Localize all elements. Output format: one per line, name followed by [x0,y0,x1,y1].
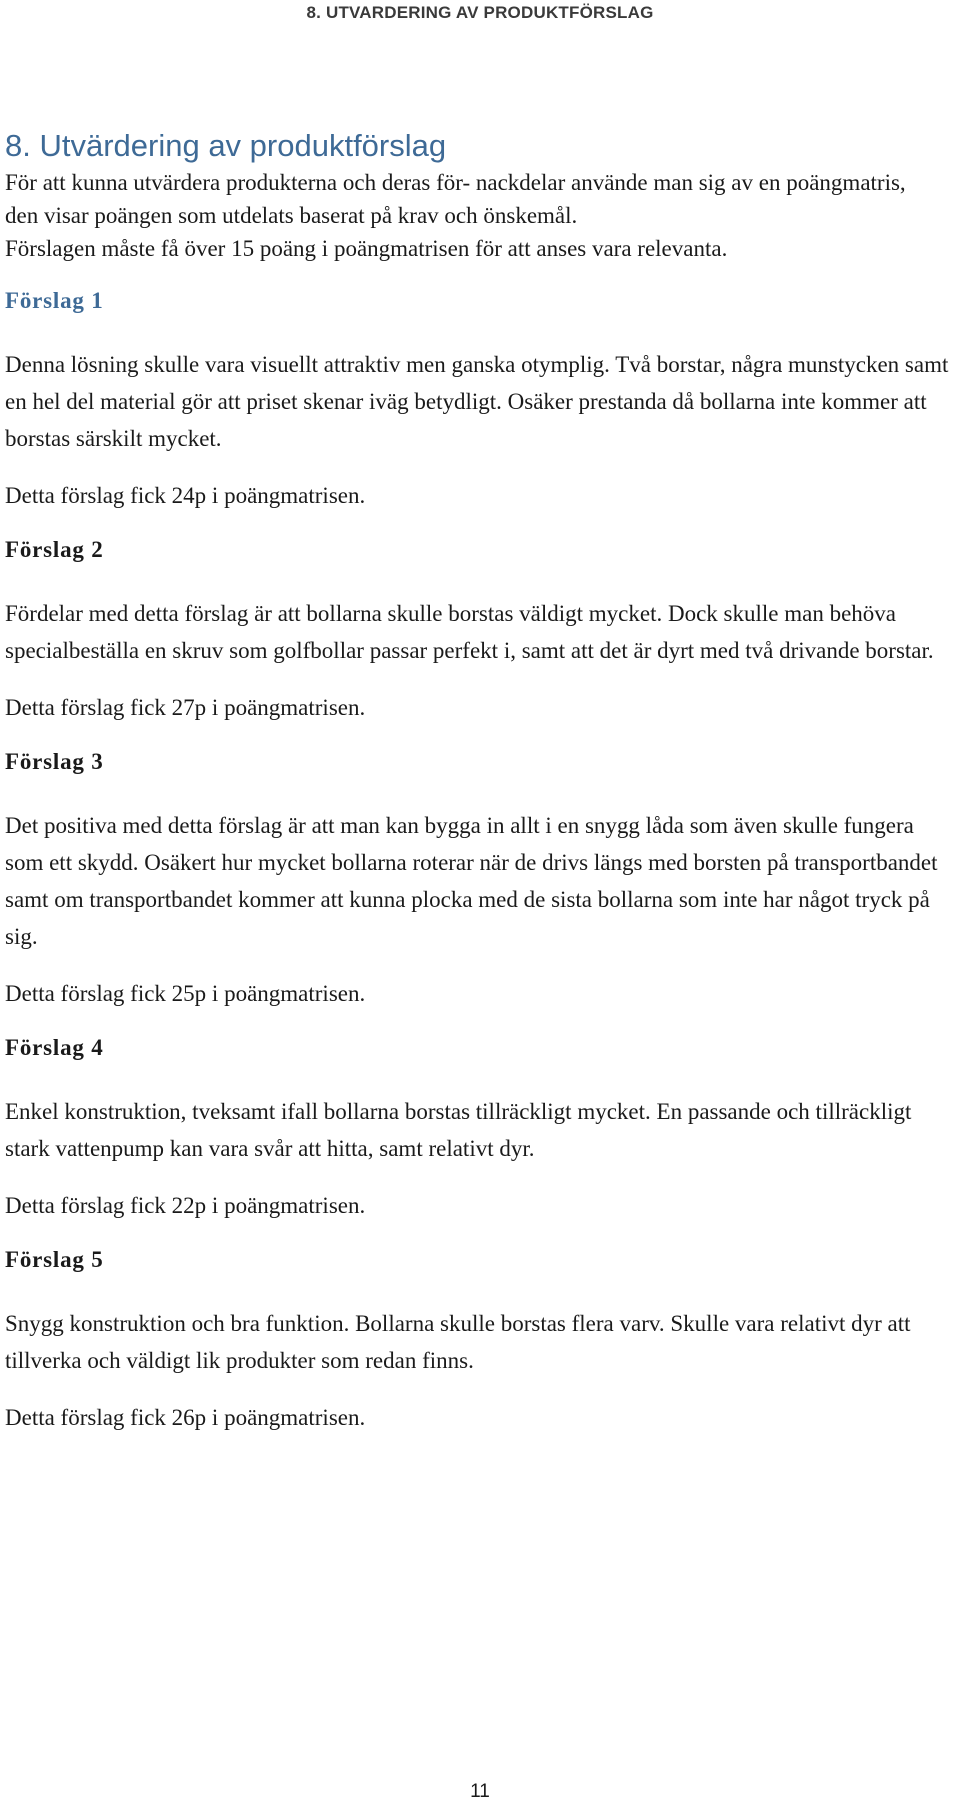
document-body [5,128,955,1436]
proposal-score: Detta förslag fick 24p i poängmatrisen. [5,483,366,508]
intro-line: För att kunna utvärdera produkterna och deras för- nackdelar använde man sig av en poängmatris, [5,170,906,195]
intro-line: den visar poängen som utdelats baserat på krav och önskemål. [5,203,578,228]
proposal-1 [5,284,955,514]
proposal-score: Detta förslag fick 26p i poängmatrisen. [5,1405,366,1430]
proposal-3 [5,745,955,1012]
page-title: 8. Utvärdering av produktförslag [5,128,447,163]
proposal-score: Detta förslag fick 25p i poängmatrisen. [5,981,366,1006]
running-header: 8. UTVARDERING AV PRODUKTFÖRSLAG [306,3,654,22]
proposal-score: Detta förslag fick 22p i poängmatrisen. [5,1193,366,1218]
proposal-description: Enkel konstruktion, tveksamt ifall bollarna borstas tillräckligt mycket. En passande och tillräckligt stark vattenpump kan vara svår att hitta, samt relativt dyr. [5,1099,912,1161]
proposal-2 [5,533,955,726]
proposal-description: Denna lösning skulle vara visuellt attraktiv men ganska otymplig. Två borstar, några munstycken samt en hel del material gör att priset skenar iväg betydligt. Osäker prestanda då bollarna inte kommer att borstas särskilt mycket. [5,352,949,451]
intro-line: Förslagen måste få över 15 poäng i poängmatrisen för att anses vara relevanta. [5,236,728,261]
proposal-heading: Förslag 1 [5,288,104,313]
proposal-description: Snygg konstruktion och bra funktion. Bollarna skulle borstas flera varv. Skulle vara relativt dyr att tillverka och väldigt lik produkter som redan finns. [5,1311,911,1373]
proposal-description: Fördelar med detta förslag är att bollarna skulle borstas väldigt mycket. Dock skulle man behöva specialbeställa en skruv som golfbollar passar perfekt i, samt att det är dyrt med två drivande borstar. [5,601,934,663]
proposal-score: Detta förslag fick 27p i poängmatrisen. [5,695,366,720]
intro-section [5,166,955,265]
proposal-5 [5,1243,955,1436]
proposal-4 [5,1031,955,1224]
proposal-heading: Förslag 4 [5,1035,104,1060]
proposal-heading: Förslag 3 [5,749,104,774]
proposal-description: Det positiva med detta förslag är att man kan bygga in allt i en snygg låda som även skulle fungera som ett skydd. Osäkert hur mycket bollarna roterar när de drivs längs med borsten på transportbandet samt om transportbandet kommer att kunna plocka med de sista bollarna som inte har något tryck på sig. [5,813,938,949]
proposal-heading: Förslag 5 [5,1247,104,1272]
page-number: 11 [470,1781,490,1802]
proposal-heading: Förslag 2 [5,537,104,562]
